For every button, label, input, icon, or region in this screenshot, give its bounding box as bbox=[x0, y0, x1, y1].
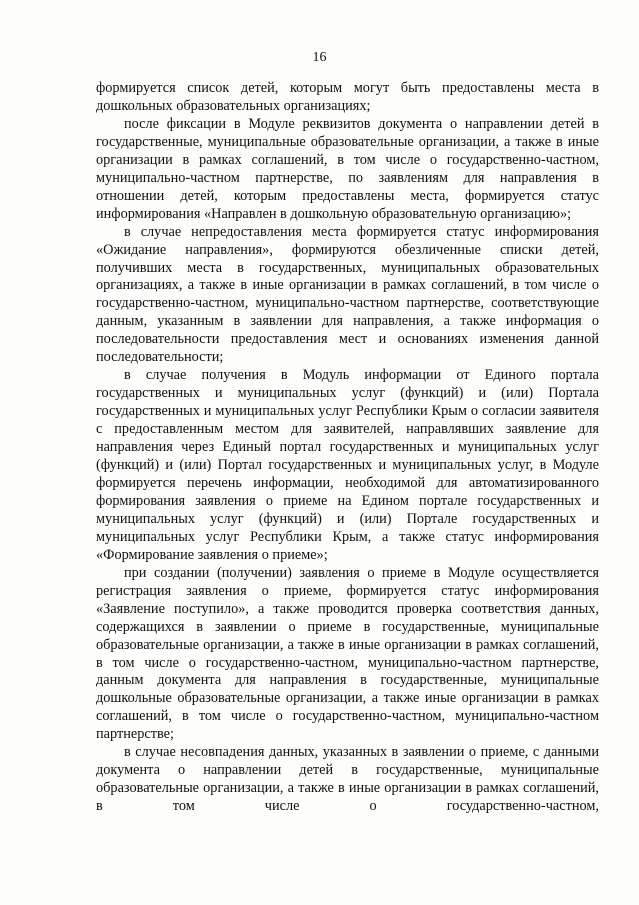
paragraph: в случае получения в Модуль информации от Единого портала государственных и муниципальных услуг (функций) и (или) Портала государственных и муниципальных услуг Республики Крым о согласии заявителя с предоставленным местом для заявителей, направлявших заявление для направления через Единый портал государственных и муниципальных услуг (функций) и (или) Портал государственных и муниципальных услуг, в Модуле формируется перечень информации, необходимой для автоматизированного формирования заявления о приеме на Едином портале государственных и муниципальных услуг (функций) и (или) Портале государственных и муниципальных услуг Республики Крым, а также статус информирования «Формирование заявления о приеме»; bbox=[96, 367, 599, 563]
paragraph: при создании (получении) заявления о приеме в Модуле осуществляется регистрация заявления о приеме, формируется статус информирования «Заявление поступило», а также проводится проверка соответствия данных, содержащихся в заявлении о приеме в государственные, муниципальные образовательные организации, а также в иные организации в рамках соглашений, в том числе о государственно-частном, муниципально-частном партнерстве, данным документа для направления в государственные, муниципальные дошкольные образовательные организации, а также иные организации в рамках соглашений, в том числе о государственно-частном, муниципально-частном партнерстве; bbox=[96, 564, 599, 743]
page-number: 16 bbox=[312, 50, 327, 65]
paragraph: в случае непредоставления места формируется статус информирования «Ожидание направления», формируются обезличенные списки детей, получивших места в государственных, муниципальных образовательных организациях, а также в иные организации в рамках соглашений, в том числе о государственно-частном, муниципально-частном партнерстве, соответствующие данным, указанным в заявлении для направления, а также информация о последовательности предоставления мест и основаниях изменения данной последовательности; bbox=[96, 223, 599, 366]
paragraph: после фиксации в Модуле реквизитов документа о направлении детей в государственные, муниципальные образовательные организации, а также в иные организации в рамках соглашений, в том числе о государственно-частном, муниципально-частном партнерстве, по заявлениям для направления в отношении детей, которым предоставлены места, формируется статус информирования «Направлен в дошкольную образовательную организацию»; bbox=[96, 115, 599, 222]
paragraph: формируется список детей, которым могут быть предоставлены места в дошкольных образовательных организациях; bbox=[96, 80, 599, 114]
document-body bbox=[96, 80, 599, 816]
paragraph: в случае несовпадения данных, указанных в заявлении о приеме, с данными документа о направлении детей в государственные, муниципальные образовательные организации, а также в иные организации в рамках соглашений, в том числе о государственно-частном, bbox=[96, 744, 599, 815]
